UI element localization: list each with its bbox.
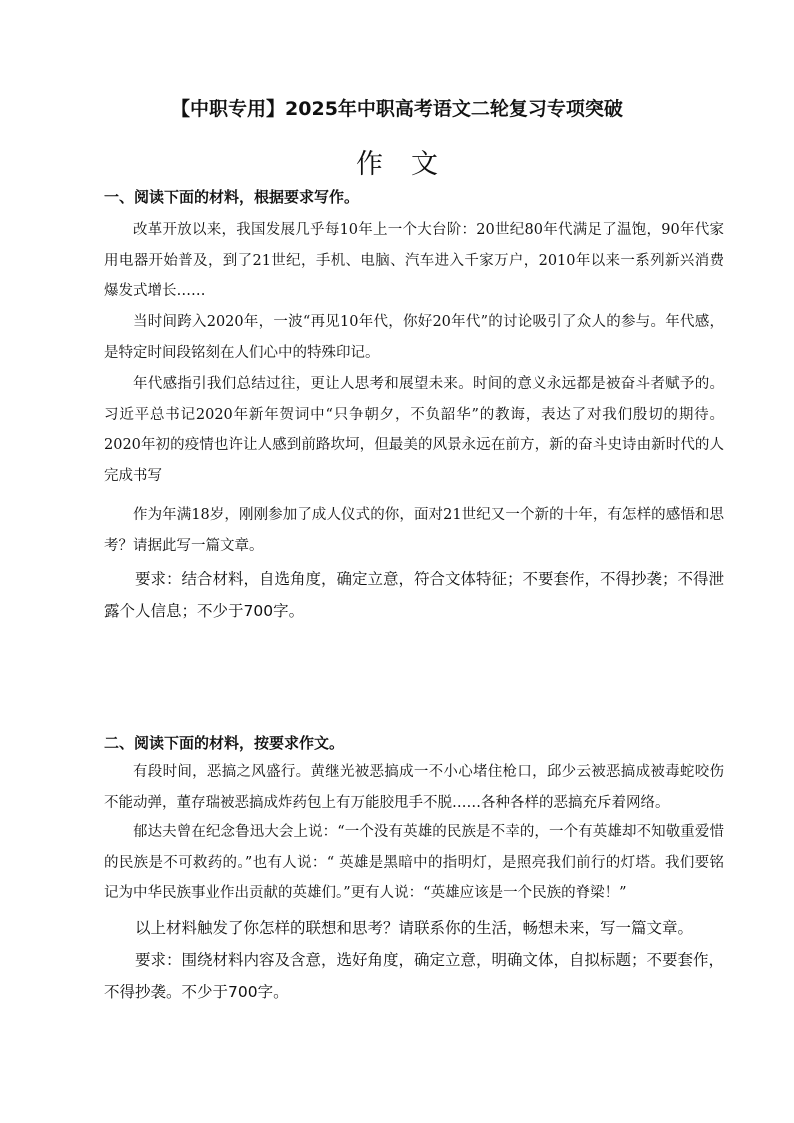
section-2-prompt: 以上材料触发了你怎样的联想和思考？请联系你的生活，畅想未来，写一篇文章。 bbox=[135, 919, 694, 937]
section-1-paragraph-4: 作为年满18岁，刚刚参加了成人仪式的你，面对21世纪又一个新的十年，有怎样的感悟和思考？请据此写一篇文章。 bbox=[104, 507, 724, 554]
section-1-paragraph-2: 当时间跨入2020年，一波“再见10年代，你好20年代”的讨论吸引了众人的参与。年代感，是特定时间段铭刻在人们心中的特殊印记。 bbox=[104, 314, 724, 361]
document-subtitle: 作文 bbox=[356, 149, 466, 180]
section-2-heading: 二、阅读下面的材料，按要求作文。 bbox=[104, 734, 345, 752]
section-1-paragraph-3: 年代感指引我们总结过往，更让人思考和展望未来。时间的意义永远都是被奋斗者赋予的。习近平总书记2020年新年贺词中“只争朝夕，不负韶华”的教诲，表达了对我们殷切的期待。2020年初的疫情也许让人感到前路坎坷，但最美的风景永远在前方，新的奋斗史诗由新时代的人完成书写 bbox=[104, 376, 724, 484]
section-1-requirement: 要求：结合材料，自选角度，确定立意，符合文体特征；不要套作，不得抄袭；不得泄露个人信息；不少于700字。 bbox=[104, 570, 725, 620]
section-2-paragraph-1: 有段时间，恶搞之风盛行。黄继光被恶搞成一不小心堵住枪口，邱少云被恶搞成被毒蛇咬伤不能动弹，董存瑞被恶搞成炸药包上有万能胶甩手不脱……各种各样的恶搞充斥着网络。 bbox=[104, 764, 724, 811]
section-1-paragraph-1: 改革开放以来，我国发展几乎每10年上一个大台阶：20世纪80年代满足了温饱，90年代家用电器开始普及，到了21世纪，手机、电脑、汽车进入千家万户，2010年以来一系列新兴消费爆发式增长…… bbox=[104, 222, 724, 299]
section-2-paragraph-2: 郁达夫曾在纪念鲁迅大会上说：“一个没有英雄的民族是不幸的，一个有英雄却不知敬重爱惜的民族是不可救药的。”也有人说：“ 英雄是黑暗中的指明灯，是照亮我们前行的灯塔。我们要铭记为中华民族事业作出贡献的英雄们。”更有人说：“英雄应该是一个民族的脊梁！” bbox=[104, 824, 724, 901]
section-2-requirement: 要求：围绕材料内容及含意，选好角度，确定立意，明确文体，自拟标题；不要套作，不得抄袭。不少于700字。 bbox=[104, 951, 725, 1001]
section-1-heading: 一、阅读下面的材料，根据要求写作。 bbox=[104, 188, 360, 206]
document-title: 【中职专用】2025年中职高考语文二轮复习专项突破 bbox=[171, 98, 623, 120]
